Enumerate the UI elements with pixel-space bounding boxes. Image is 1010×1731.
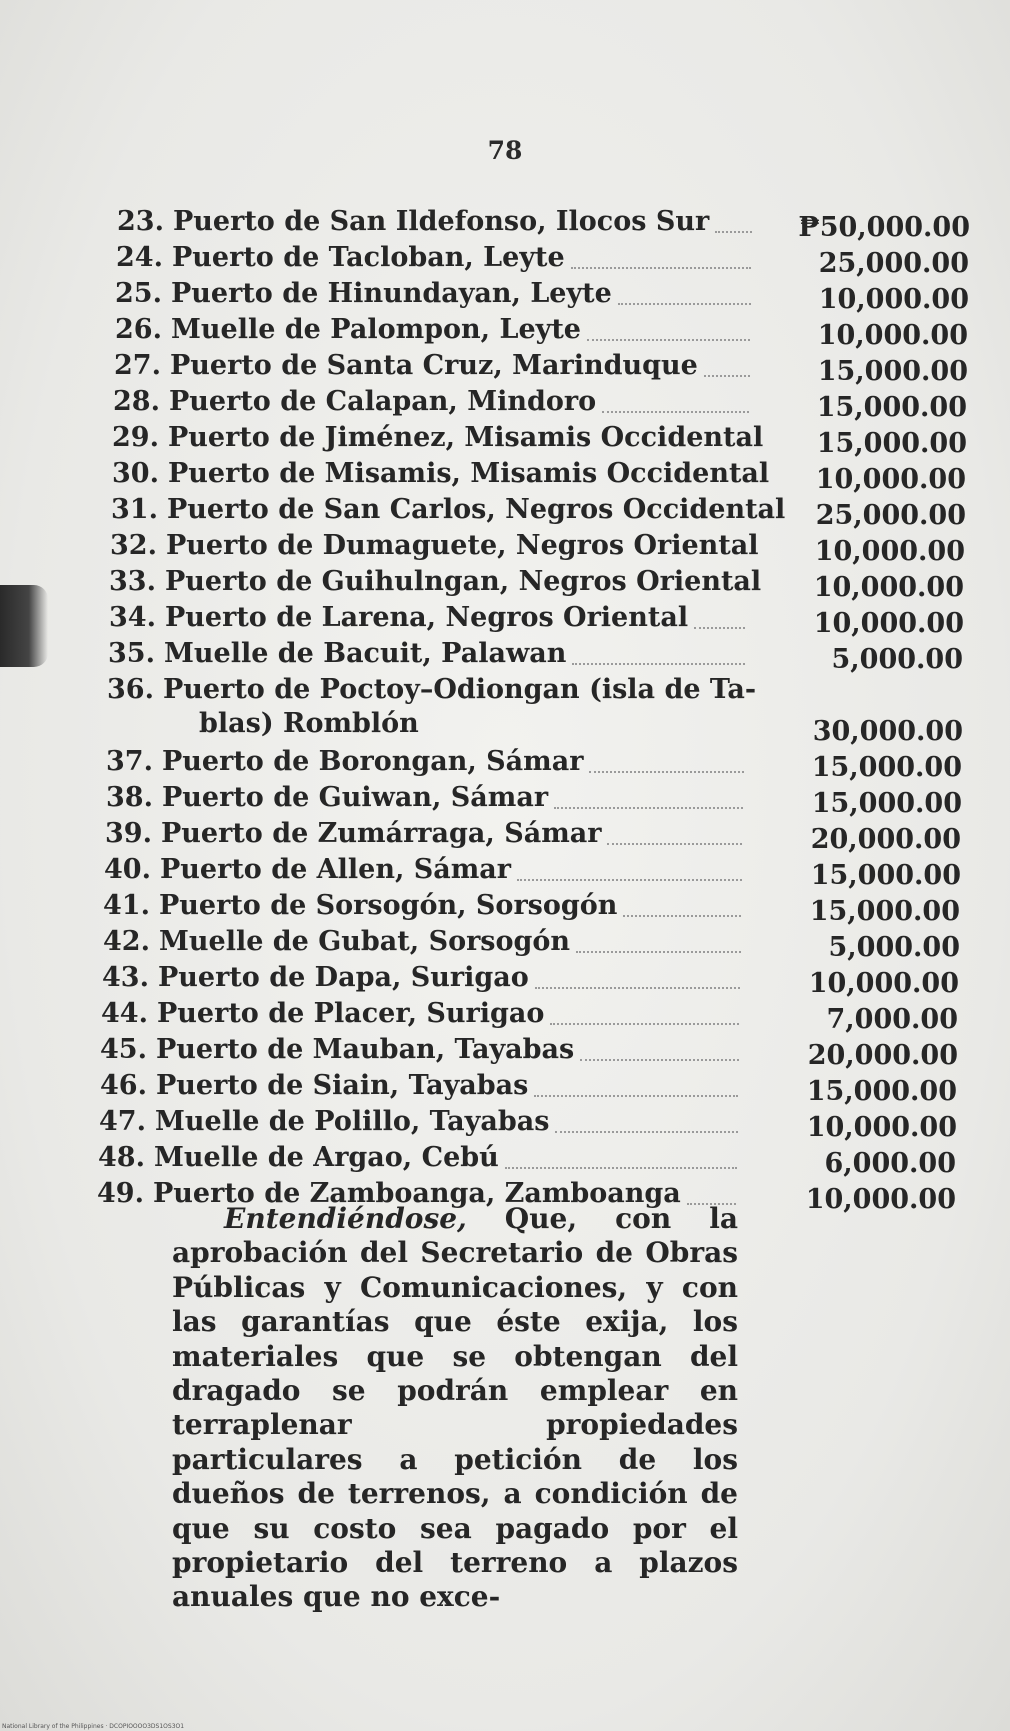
item-description: Puerto de Sorsogón, Sorsogón [159, 890, 618, 921]
scan-footer: National Library of the Philippines · DCOPIOOOO3DS1OS3O1 [2, 1723, 185, 1730]
dot-leader [580, 1059, 739, 1061]
item-description: Puerto de Mauban, Tayabas [156, 1034, 575, 1065]
item-description: Puerto de San Ildefonso, Ilocos Sur [173, 206, 710, 237]
list-item [98, 1141, 499, 1175]
dot-leader [715, 231, 752, 233]
item-number: 40. [104, 854, 151, 885]
item-number: 49. [97, 1178, 144, 1209]
item-number: 39. [105, 818, 152, 849]
item-number: 27. [114, 350, 161, 381]
dot-leader [694, 627, 745, 629]
dot-leader [602, 411, 749, 413]
item-description: Muelle de Gubat, Sorsogón [159, 926, 571, 957]
item-number: 23. [117, 206, 164, 237]
list-item [109, 601, 688, 635]
list-item [105, 817, 601, 851]
item-amount: 10,000.00 [814, 536, 965, 567]
list-item [108, 637, 566, 671]
list-item [115, 313, 581, 347]
list-item [103, 925, 570, 959]
proviso-lead: Entendiéndose, [224, 1202, 467, 1235]
binding-clip-shadow [0, 585, 48, 667]
item-description: Muelle de Polillo, Tayabas [155, 1106, 550, 1137]
item-amount: 20,000.00 [810, 824, 961, 855]
list-item [110, 529, 759, 563]
dot-leader [572, 663, 745, 665]
item-number: 46. [100, 1070, 147, 1101]
dot-leader [704, 375, 750, 377]
item-amount: 25,000.00 [818, 248, 969, 279]
item-number: 38. [106, 782, 153, 813]
item-description: Puerto de Dapa, Surigao [158, 962, 529, 993]
dot-leader [607, 843, 742, 845]
item-number: 26. [115, 314, 162, 345]
list-item [112, 457, 769, 491]
item-description: Puerto de Poctoy–Odiongan (isla de Ta- [163, 674, 757, 705]
item-amount: 10,000.00 [815, 464, 966, 495]
item-amount: 7,000.00 [826, 1004, 958, 1035]
dot-leader [623, 915, 741, 917]
item-description: Muelle de Argao, Cebú [154, 1142, 499, 1173]
item-description: Puerto de Hinundayan, Leyte [171, 278, 612, 309]
item-description: Puerto de Guihulngan, Negros Oriental [165, 566, 762, 597]
dot-leader [587, 339, 750, 341]
item-description: Puerto de Misamis, Misamis Occidental [168, 458, 770, 489]
item-description: Puerto de Zumárraga, Sámar [161, 818, 602, 849]
list-item [104, 853, 511, 887]
list-item [100, 1033, 574, 1067]
item-description: Puerto de Siain, Tayabas [156, 1070, 529, 1101]
item-amount: 5,000.00 [831, 644, 963, 675]
item-amount: 5,000.00 [828, 932, 960, 963]
list-item [100, 1069, 528, 1103]
item-description: Puerto de Calapan, Mindoro [169, 386, 597, 417]
item-description-continued: blas) Romblón [199, 708, 419, 739]
dot-leader [505, 1167, 737, 1169]
item-number: 44. [101, 998, 148, 1029]
item-number: 25. [115, 278, 162, 309]
item-number: 43. [102, 962, 149, 993]
list-item [106, 745, 583, 779]
item-amount: ₱50,000.00 [798, 212, 970, 243]
list-item [103, 889, 617, 923]
item-number: 41. [103, 890, 150, 921]
list-item [115, 277, 612, 311]
list-item [116, 241, 565, 275]
list-item [102, 961, 529, 995]
dot-leader [517, 879, 742, 881]
item-number: 31. [111, 494, 158, 525]
item-number: 36. [107, 674, 154, 705]
item-number: 37. [106, 746, 153, 777]
item-amount: 15,000.00 [816, 392, 967, 423]
item-amount: 10,000.00 [813, 608, 964, 639]
item-description: Puerto de Guiwan, Sámar [162, 782, 549, 813]
list-item [117, 205, 709, 239]
list-item [112, 421, 763, 455]
item-amount: 10,000.00 [813, 572, 964, 603]
item-description: Muelle de Palompon, Leyte [171, 314, 581, 345]
item-description: Puerto de Dumaguete, Negros Oriental [166, 530, 759, 561]
item-number: 24. [116, 242, 163, 273]
dot-leader [571, 267, 751, 269]
item-description: Puerto de Allen, Sámar [160, 854, 512, 885]
item-number: 33. [109, 566, 156, 597]
item-description: Puerto de Jiménez, Misamis Occidental [168, 422, 764, 453]
proviso-paragraph [172, 1202, 738, 1615]
item-number: 30. [112, 458, 159, 489]
dot-leader [554, 807, 743, 809]
list-item [114, 349, 698, 383]
item-amount: 15,000.00 [811, 752, 962, 783]
item-number: 32. [110, 530, 157, 561]
item-description: Puerto de Tacloban, Leyte [172, 242, 565, 273]
list-item [107, 673, 756, 741]
proviso-text: Que, con la aprobación del Secretario de Obras Públicas y Comunicaciones, y con las garantías que éste exija, los materiales que se obtengan del dragado se podrán emplear en terraplenar propiedades particulares a petición de los dueños de terrenos, a condición de que su costo sea pagado por el propietario del terreno a plazos anuales que no exce- [172, 1202, 738, 1614]
item-description: Puerto de Placer, Surigao [157, 998, 545, 1029]
item-description: Puerto de Larena, Negros Oriental [165, 602, 689, 633]
list-item [109, 565, 761, 599]
item-amount: 20,000.00 [807, 1040, 958, 1071]
item-amount: 15,000.00 [809, 896, 960, 927]
dot-leader [535, 987, 740, 989]
item-amount: 10,000.00 [818, 284, 969, 315]
item-number: 28. [113, 386, 160, 417]
item-amount: 30,000.00 [812, 716, 963, 747]
item-number: 29. [112, 422, 159, 453]
list-item [99, 1105, 549, 1139]
page-number: 78 [487, 136, 523, 165]
item-amount: 15,000.00 [806, 1076, 957, 1107]
item-number: 45. [100, 1034, 147, 1065]
item-amount: 10,000.00 [817, 320, 968, 351]
item-description: Muelle de Bacuit, Palawan [164, 638, 567, 669]
item-amount: 10,000.00 [805, 1184, 956, 1215]
item-amount: 10,000.00 [806, 1112, 957, 1143]
item-number: 35. [108, 638, 155, 669]
list-item [101, 997, 544, 1031]
dot-leader [618, 303, 751, 305]
list-item [111, 493, 785, 527]
item-description: Puerto de Santa Cruz, Marinduque [170, 350, 698, 381]
item-number: 47. [99, 1106, 146, 1137]
dot-leader [534, 1095, 738, 1097]
dot-leader [589, 771, 744, 773]
item-amount: 15,000.00 [817, 356, 968, 387]
item-description: Puerto de Zamboanga, Zamboanga [153, 1178, 681, 1209]
item-number: 34. [109, 602, 156, 633]
item-amount: 15,000.00 [811, 788, 962, 819]
dot-leader [576, 951, 741, 953]
dot-leader [555, 1131, 738, 1133]
list-item [113, 385, 596, 419]
item-number: 48. [98, 1142, 145, 1173]
item-amount: 25,000.00 [815, 500, 966, 531]
dot-leader [550, 1023, 739, 1025]
list-item [106, 781, 548, 815]
item-description: Puerto de San Carlos, Negros Occidental [167, 494, 786, 525]
item-number: 42. [103, 926, 150, 957]
item-amount: 15,000.00 [810, 860, 961, 891]
item-amount: 6,000.00 [824, 1148, 956, 1179]
item-description: Puerto de Borongan, Sámar [162, 746, 584, 777]
item-amount: 15,000.00 [816, 428, 967, 459]
item-amount: 10,000.00 [808, 968, 959, 999]
